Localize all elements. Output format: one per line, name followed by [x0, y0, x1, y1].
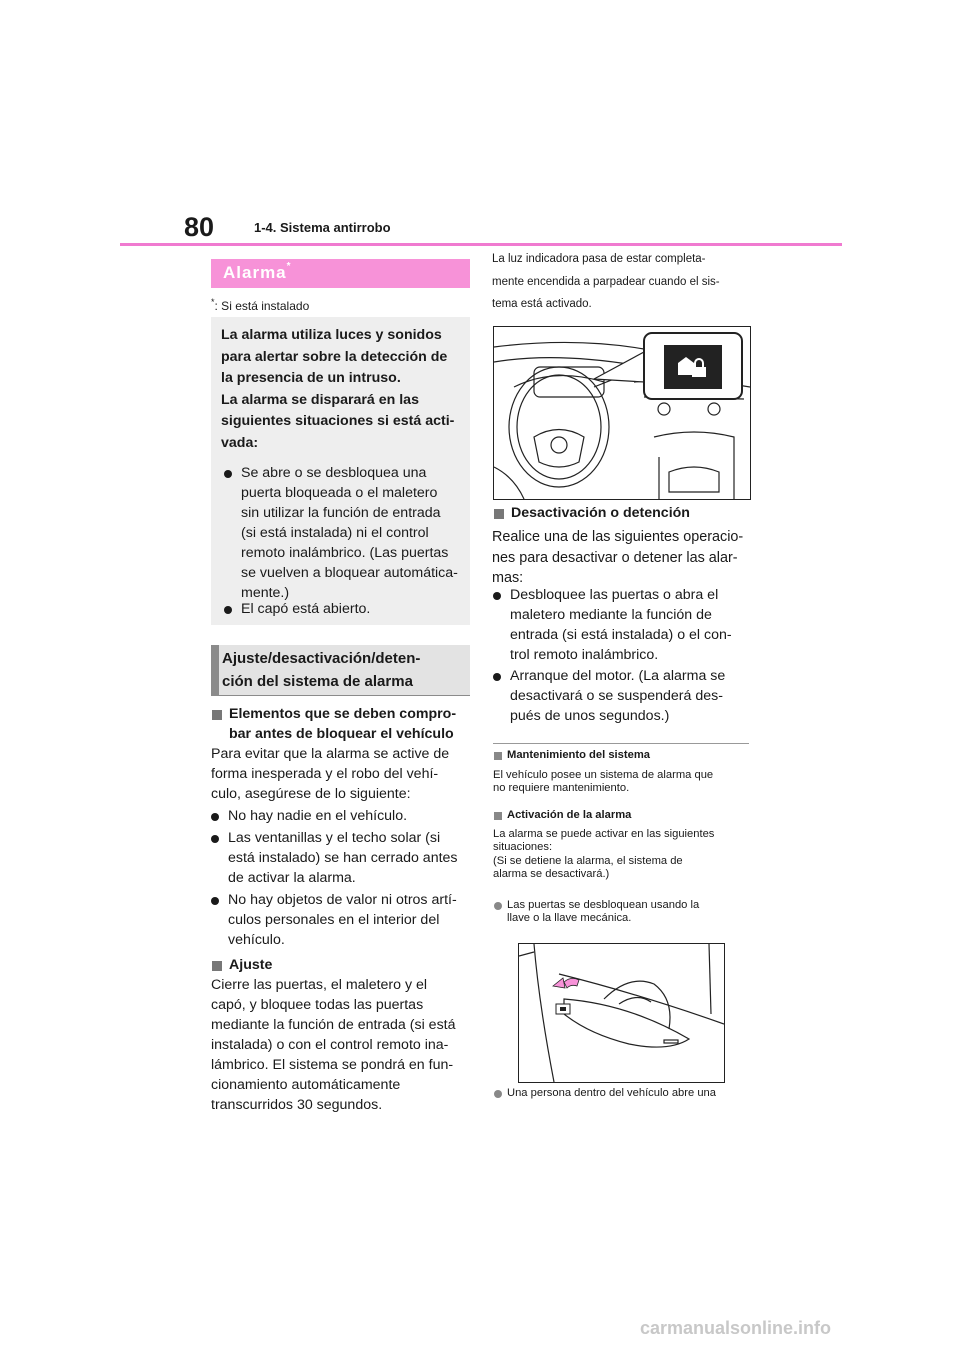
section-title: 1-4. Sistema antirrobo [254, 220, 391, 235]
bullet-icon [211, 897, 219, 905]
trigger-text: La alarma se puede activar en las siguientes situaciones: (Si se detiene la alarma, el sistema de alarma se desactivará.) [493, 828, 715, 881]
bullet-icon [211, 813, 219, 821]
bullet-icon [494, 902, 502, 910]
square-bullet-icon [494, 509, 504, 519]
installed-note: *: Si está instalado [211, 297, 310, 313]
trigger-bullet-2: Una persona dentro del vehículo abre una [507, 1087, 716, 1099]
square-bullet-icon [494, 752, 502, 760]
door-handle-key-icon [519, 944, 724, 1082]
indicator-paragraph: La luz indicadora pasa de estar completa- mente encendida a parpadear cuando el sis- tema está activado. [492, 253, 720, 310]
bullet-icon [493, 673, 501, 681]
check-title: Elementos que se deben compro- bar antes de bloquear el vehículo [229, 706, 457, 742]
dashboard-figure [493, 326, 751, 500]
alarm-info-box: La alarma utiliza luces y sonidos para alertar sobre la detección de la presencia de un intruso. La alarma se disparará en las siguientes situaciones si está acti- vada: Se abre o se desbloquea una puerta bloqueada o el maletero sin utilizar la función de entrada (si está instalada) ni el control remoto inalámbrico. (Las puertas se vuelven a bloquear automática- mente.) El capó está abierto. [211, 317, 470, 625]
alarm-intro: La alarma utiliza luces y sonidos para alertar sobre la detección de la presencia de un intruso. La alarma se disparará en las siguientes situaciones si está acti- vada: [221, 327, 455, 451]
steering-wheel-illustration [494, 327, 750, 499]
trigger-title: Activación de la alarma [507, 809, 632, 821]
bullet-icon [224, 606, 232, 614]
deactivation-paragraph: Realice una de las siguientes operacio- nes para desactivar o detener las alar- mas: [492, 529, 744, 586]
bullet-icon [494, 1090, 502, 1098]
bullet-icon [211, 835, 219, 843]
square-bullet-icon [494, 812, 502, 820]
ajuste-title: Ajuste/desactivación/deten- ción del sistema de alarma [222, 650, 421, 690]
square-bullet-icon [212, 710, 222, 720]
alarma-title: Alarma* [223, 261, 292, 282]
setting-paragraph: Cierre las puertas, el maletero y el capó, y bloquee todas las puertas mediante la función de entrada (si está instalada) o con el control remoto ina- lámbrico. El sistema se pondrá en fun- cionamiento automáticamente transcurridos 30 segundos. [211, 977, 456, 1113]
maintenance-text: El vehículo posee un sistema de alarma que no requiere mantenimiento. [493, 769, 714, 795]
check-paragraph: Para evitar que la alarma se active de forma inesperada y el robo del vehí- culo, asegúrese de lo siguiente: [211, 746, 450, 802]
deactivation-title: Desactivación o detención [511, 505, 690, 521]
ajuste-banner [211, 645, 470, 696]
bullet-icon [224, 470, 232, 478]
setting-title: Ajuste [229, 957, 273, 973]
door-handle-figure [518, 943, 725, 1083]
square-bullet-icon [212, 961, 222, 971]
watermark: carmanualsonline.info [640, 1318, 832, 1338]
maintenance-title: Mantenimiento del sistema [507, 749, 650, 761]
page-number: 80 [184, 212, 215, 242]
trigger-bullet-1: Las puertas se desbloquean usando la llave o la llave mecánica. [507, 899, 700, 925]
alarma-banner [211, 259, 470, 288]
bullet-icon [493, 592, 501, 600]
header-rule [120, 243, 842, 246]
